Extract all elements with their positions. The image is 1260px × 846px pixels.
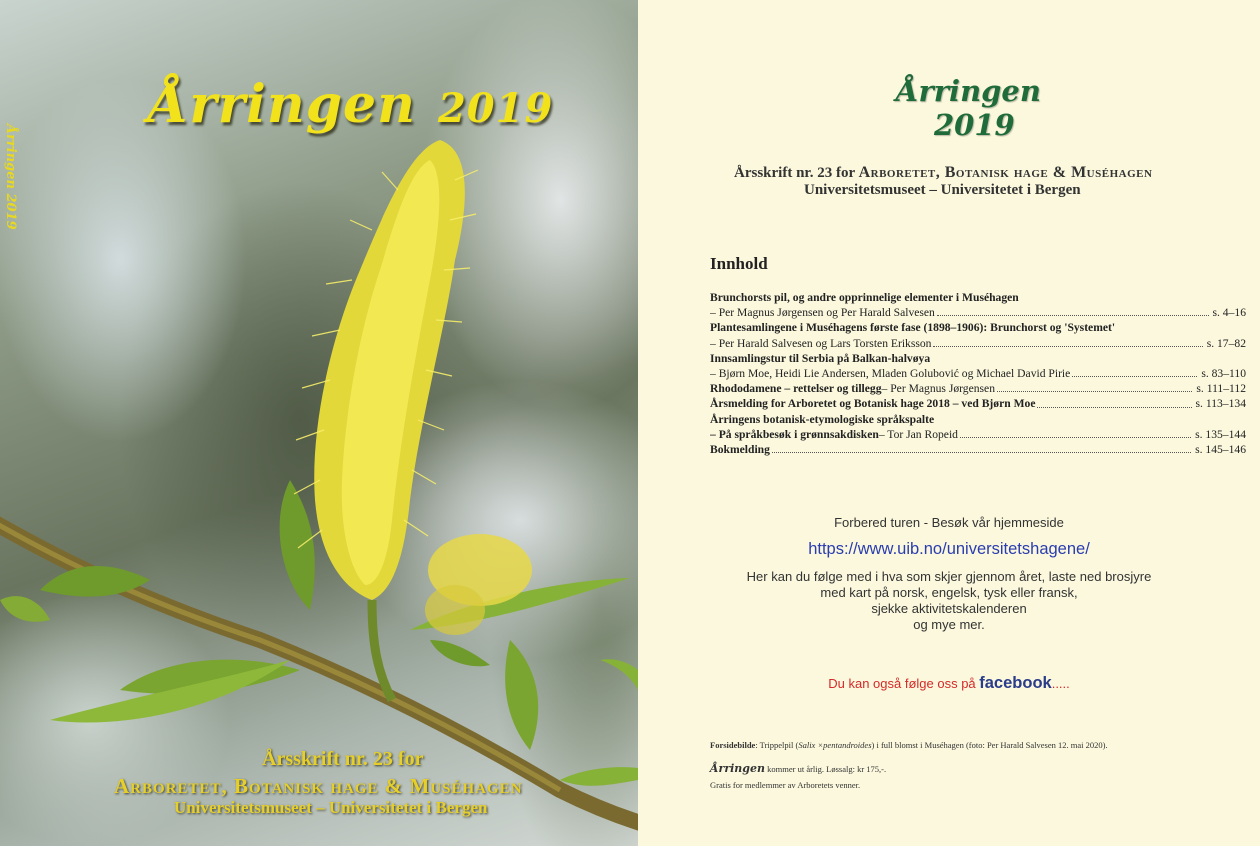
toc-entry-title: Årringens botanisk-etymologiske språkspalte: [710, 412, 935, 426]
promo-body-line: og mye mer.: [913, 617, 985, 632]
toc-entry-title: – Per Harald Salvesen og Lars Torsten Eriksson: [710, 336, 932, 350]
promo-heading: Forbered turen - Besøk vår hjemmeside: [834, 515, 1064, 530]
toc-entry: [710, 396, 1246, 411]
cover-title: [148, 74, 553, 135]
facebook-link[interactable]: facebook: [979, 674, 1052, 692]
website-link[interactable]: https://www.uib.no/universitetshagene/: [808, 540, 1090, 558]
toc-entry: [710, 427, 1246, 442]
promo-body-line: med kart på norsk, engelsk, tysk eller fransk,: [820, 585, 1078, 600]
toc-heading: Innhold: [710, 254, 768, 273]
toc-entry: [710, 336, 1246, 351]
toc-entry-title: – Bjørn Moe, Heidi Lie Andersen, Mladen Golubović og Michael David Pirie: [710, 366, 1071, 380]
facebook-suffix: .....: [1051, 676, 1070, 691]
toc-entry-title: Innsamlingstur til Serbia på Balkan-halvøya: [710, 351, 931, 365]
publication-price: kommer ut årlig. Løssalg: kr 175,-.: [765, 764, 887, 774]
caption-label: Forsidebilde: [710, 740, 756, 750]
toc-entry-title: – Per Magnus Jørgensen og Per Harald Salvesen: [710, 306, 935, 320]
toc-leader-dots: [1037, 396, 1191, 407]
toc-entry: [710, 320, 1246, 335]
cover-photo-caption: [710, 740, 1108, 750]
inside-title: Årringen: [896, 74, 1041, 108]
toc-entry-author: – Per Magnus Jørgensen: [881, 382, 995, 396]
toc-leader-dots: [937, 305, 1209, 316]
toc-page-number: s. 17–82: [1206, 336, 1246, 350]
toc-page-number: s. 135–144: [1195, 427, 1246, 441]
table-of-contents: [710, 290, 1246, 457]
cover-year: 2019: [437, 85, 554, 132]
toc-entry: [710, 305, 1246, 320]
toc-entry: [710, 412, 1246, 427]
toc-entry: [710, 290, 1246, 305]
caption-latin-name: Salix ×pentandroides: [798, 740, 872, 750]
toc-page-number: s. 83–110: [1201, 366, 1246, 380]
cover-spine-text: Årringen 2019: [3, 124, 18, 230]
promo-body: [638, 569, 1260, 633]
toc-leader-dots: [772, 442, 1191, 453]
toc-page-number: s. 145–146: [1195, 442, 1246, 456]
caption-text-end: ) i full blomst i Muséhagen (foto: Per Harald Salvesen 12. mai 2020).: [871, 740, 1108, 750]
inside-page: [638, 0, 1260, 846]
membership-note: Gratis for medlemmer av Arboretets venner.: [710, 780, 861, 790]
toc-entry-author: – Tor Jan Ropeid: [878, 427, 958, 441]
toc-leader-dots: [1072, 366, 1197, 377]
toc-page-number: s. 111–112: [1196, 382, 1246, 396]
promo-body-line: Her kan du følge med i hva som skjer gjennom året, laste ned brosjyre: [746, 569, 1152, 584]
inside-subtitle-line2: Universitetsmuseet – Universitetet i Bergen: [804, 182, 1081, 198]
cover-subtitle-line3: Universitetsmuseet – Universitetet i Bergen: [174, 798, 488, 817]
toc-leader-dots: [960, 427, 1191, 438]
promo-body-line: sjekke aktivitetskalenderen: [871, 601, 1027, 616]
toc-entry: [710, 351, 1246, 366]
inside-subtitle-institutions: Arboretet, Botanisk hage & Muséhagen: [858, 164, 1153, 181]
toc-entry-title: Bokmelding: [710, 442, 770, 456]
toc-leader-dots: [933, 336, 1202, 347]
toc-leader-dots: [997, 381, 1192, 392]
facebook-prefix: Du kan også følge oss på: [828, 676, 980, 691]
inside-year: 2019: [934, 108, 1015, 142]
inside-subtitle-prefix: Årsskrift nr. 23 for: [734, 165, 859, 181]
toc-entry: [710, 442, 1246, 457]
facebook-line: [638, 674, 1260, 693]
toc-page-number: s. 113–134: [1195, 397, 1246, 411]
caption-text: : Trippelpil (: [755, 740, 799, 750]
cover-subtitle-line1: Årsskrift nr. 23 for: [262, 748, 424, 770]
toc-entry-title: Brunchorsts pil, og andre opprinnelige elementer i Muséhagen: [710, 291, 1019, 304]
inside-subtitle-line1: [734, 164, 1152, 182]
publication-info: [710, 762, 886, 775]
toc-entry: [710, 381, 1246, 396]
small-logo: Årringen: [710, 762, 765, 775]
toc-entry-title: Årsmelding for Arboretet og Botanisk hage 2018 – ved Bjørn Moe: [710, 397, 1036, 411]
toc-entry: [710, 366, 1246, 381]
cover-title-word: Årringen: [148, 74, 416, 135]
toc-entry-title: Rhododamene – rettelser og tillegg: [710, 382, 882, 396]
toc-entry-title: – På språkbesøk i grønnsakdisken: [710, 427, 879, 441]
toc-entry-title: Plantesamlingene i Muséhagens første fase (1898–1906): Brunchorst og 'Systemet': [710, 321, 1116, 335]
cover-subtitle-line2: Arboretet, Botanisk hage & Muséhagen: [114, 774, 523, 798]
toc-page-number: s. 4–16: [1212, 306, 1246, 320]
